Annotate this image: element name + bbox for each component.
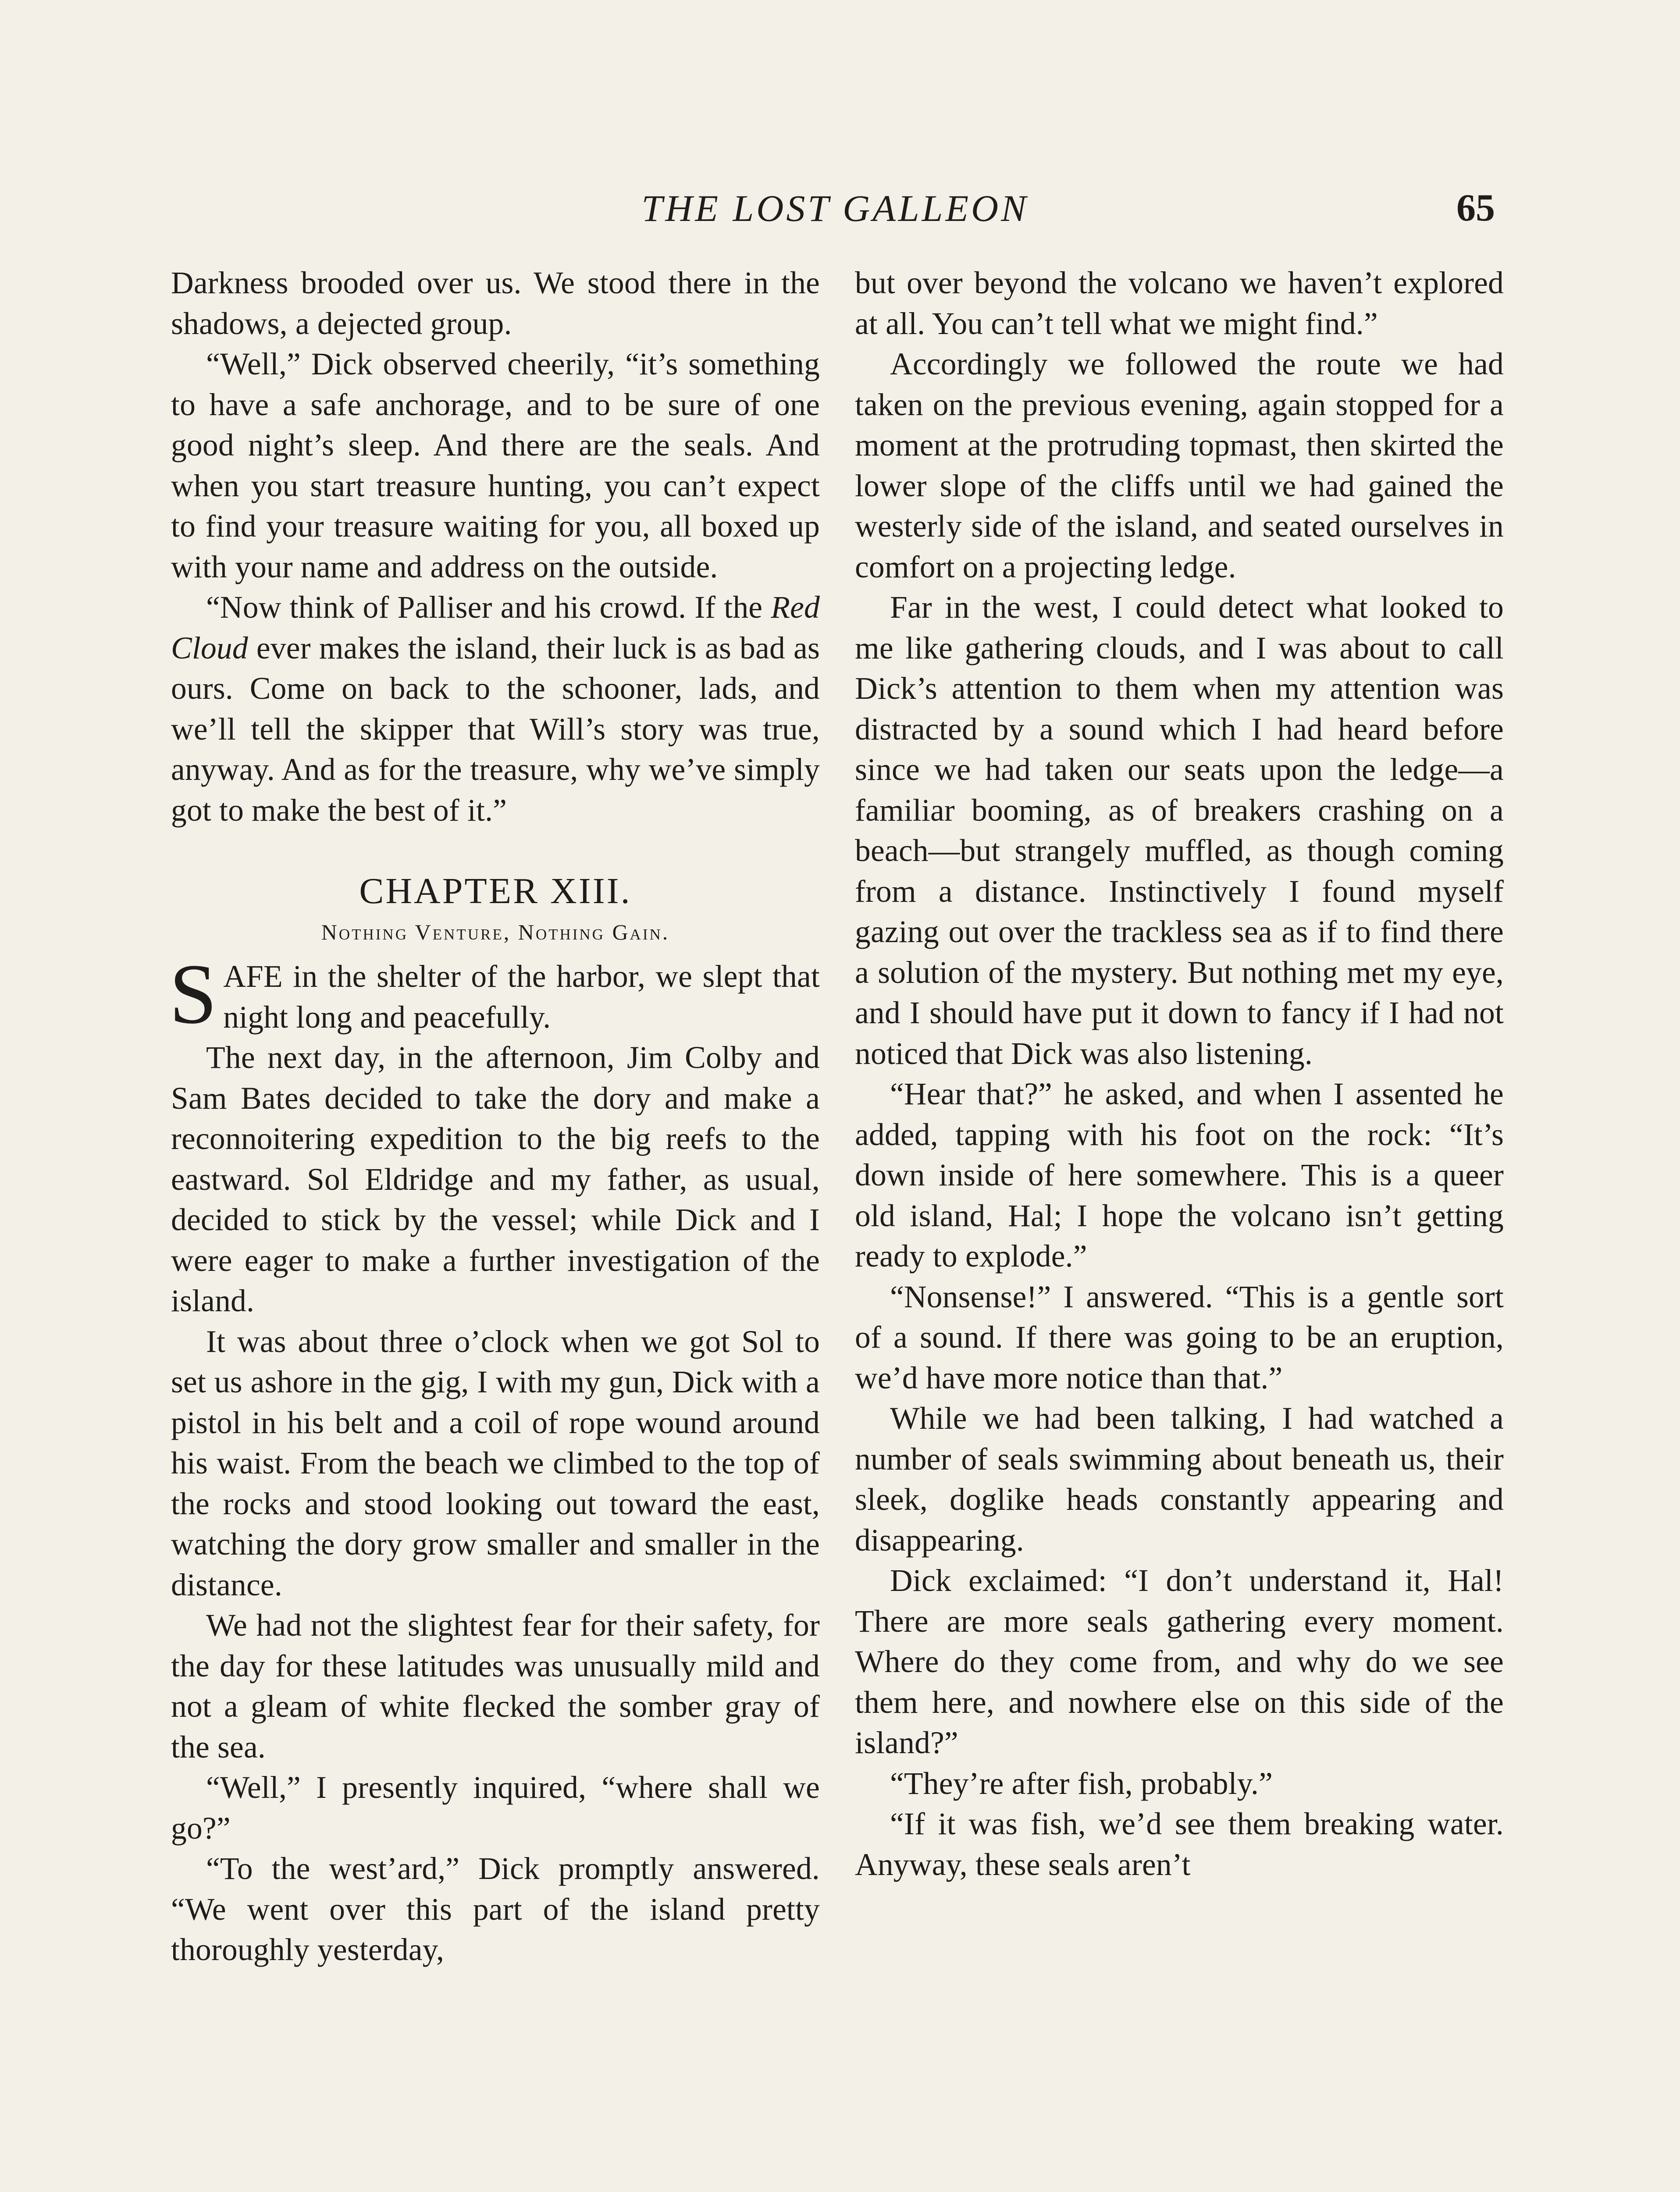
paragraph: We had not the slightest fear for their safety, for the day for these latitudes was unusually mild and not a gleam of white flecked the somber gray of the sea. [171, 1608, 820, 1765]
chapter-title: CHAPTER XIII. [359, 871, 632, 911]
paragraph [169, 947, 820, 1042]
paragraph: “They’re after fish, probably.” [890, 1766, 1273, 1801]
paragraph: “Nonsense!” I answered. “This is a gentle sort of a sound. If there was going to be an eruption, we’d have more notice than that.” [855, 1279, 1504, 1395]
chapter-subtitle: Nothing Venture, Nothing Gain. [321, 919, 670, 944]
running-header [175, 184, 1495, 232]
paragraph: While we had been talking, I had watched a number of seals swimming about beneath us, their sleek, doglike heads constantly appearing and disappearing. [855, 1401, 1504, 1558]
paragraph: but over beyond the volcano we haven’t explored at all. You can’t tell what we might find.” [855, 266, 1504, 341]
paragraph-text: AFE in the shelter of the harbor, we slept that night long and peacefully. [223, 959, 820, 1035]
ship-name: Red Cloud [171, 590, 820, 665]
paragraph [171, 587, 820, 831]
right-column [855, 263, 1504, 1885]
paragraph: The next day, in the afternoon, Jim Colby and Sam Bates decided to take the dory and make a reconnoitering expedition to the big reefs to the eastward. Sol Eldridge and my father, as usual, decided to stick by the vessel; while Dick and I were eager to make a further investigation of the island. [171, 1040, 820, 1318]
paragraph-text: “Now think of Palliser and his crowd. If the [206, 590, 771, 625]
left-column [171, 263, 820, 1971]
paragraph: “Hear that?” he asked, and when I assented he added, tapping with his foot on the rock: “It’s down inside of here somewhere. This is a queer old island, Hal; I hope the volcano isn’t getting ready to explode.” [855, 1077, 1504, 1274]
page-number: 65 [1456, 187, 1495, 229]
paragraph: Accordingly we followed the route we had taken on the previous evening, again stopped for a moment at the protruding topmast, then skirted the lower slope of the cliffs until we had gained the westerly side of the island, and seated ourselves in comfort on a projecting ledge. [855, 347, 1504, 584]
drop-cap: S [169, 947, 217, 1042]
paragraph: Darkness brooded over us. We stood there in the shadows, a dejected group. [171, 266, 820, 341]
paragraph: Far in the west, I could detect what looked to me like gathering clouds, and I was about to call Dick’s attention to them when my attention was distracted by a sound which I had heard before since we had taken our seats upon the ledge—a familiar booming, as of breakers crashing on a beach—but strangely muffled, as though coming from a distance. Instinctively I found myself gazing out over the trackless sea as if to find there a solution of the mystery. But nothing met my eye, and I should have put it down to fancy if I had not noticed that Dick was also listening. [855, 590, 1504, 1071]
paragraph: “If it was fish, we’d see them breaking water. Anyway, these seals aren’t [855, 1807, 1504, 1882]
paragraph: It was about three o’clock when we got Sol to set us ashore in the gig, I with my gun, Dick with a pistol in his belt and a coil of rope wound around his waist. From the beach we climbed to the top of the rocks and stood looking out toward the east, watching the dory grow smaller and smaller in the distance. [171, 1324, 820, 1602]
paragraph-text: ever makes the island, their luck is as bad as ours. Come on back to the schooner, lads, and we’ll tell the skipper that Will’s story was true, anyway. And as for the treasure, why we’ve simply got to make the best of it.” [171, 630, 820, 828]
paragraph: “Well,” I presently inquired, “where shall we go?” [171, 1770, 820, 1846]
paragraph: “Well,” Dick observed cheerily, “it’s something to have a safe anchorage, and to be sure of one good night’s sleep. And there are the seals. And when you start treasure hunting, you can’t expect to find your treasure waiting for you, all boxed up with your name and address on the outside. [171, 347, 820, 584]
running-title: THE LOST GALLEON [641, 187, 1029, 229]
paragraph: “To the west’ard,” Dick promptly answered. “We went over this part of the island pretty thoroughly yesterday, [171, 1851, 820, 1967]
paragraph: Dick exclaimed: “I don’t understand it, Hal! There are more seals gathering every moment. Where do they come from, and why do we see them here, and nowhere else on this side of the island?” [855, 1563, 1504, 1760]
